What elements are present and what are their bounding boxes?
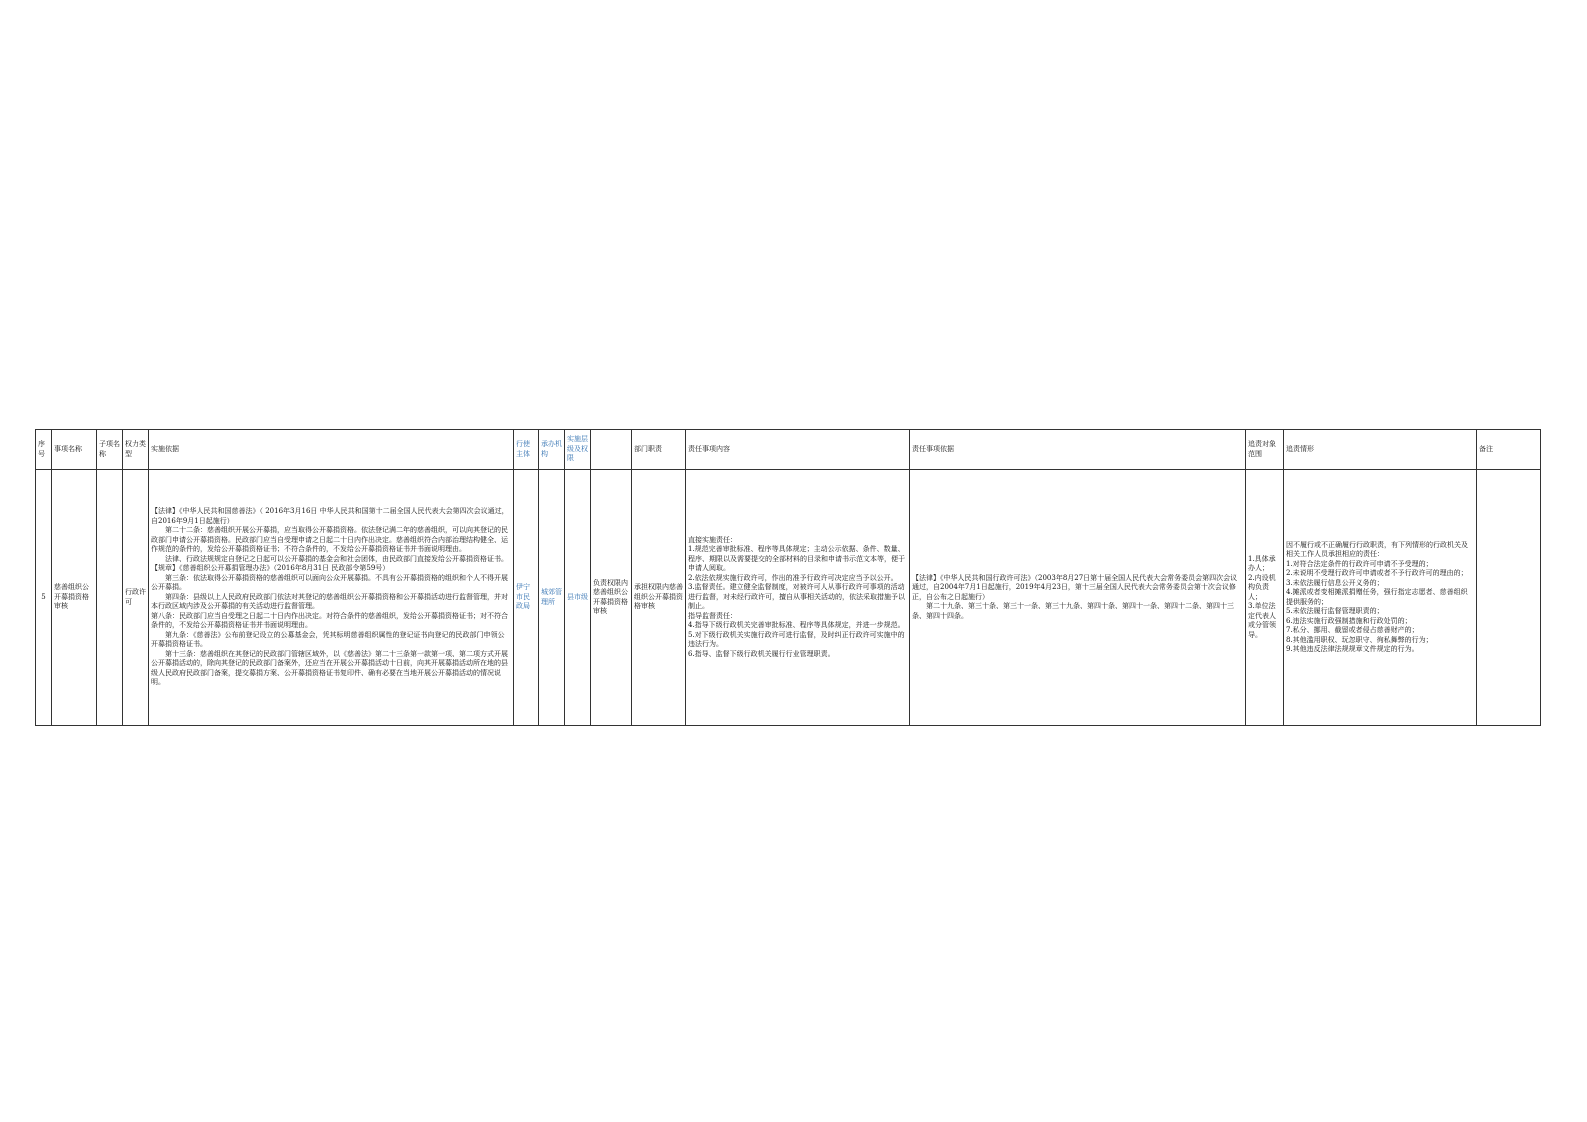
cell-basis: 【法律】《中华人民共和国慈善法》（ 2016年3月16日 中华人民共和国第十二届全国人民代表大会第四次会议通过，自2016年9月1日起施行） 第二十二条：慈善组织开展公开募捐，应当取得公开募捐资格。依法登记满二年的慈善组织，可以向其登记的民政部门申请公开募捐资格。民政部门应当自受理申请之日起二十日内作出决定。慈善组织符合内部治理结构健全、运作规范的条件的，发给公开募捐资格证书；不符合条件的，不发给公开募捐资格证书并书面说明理由。 法律、行政法规规定自登记之日起可以公开募捐的基金会和社会团体，由民政部门直接发给公开募捐资格证书。 【规章】《慈善组织公开募捐管理办法》（2016年8月31日 民政部令第59号） 第三条：依法取得公开募捐资格的慈善组织可以面向公众开展募捐。不具有公开募捐资格的组织和个人不得开展公开募捐。 第四条：县级以上人民政府民政部门依法对其登记的慈善组织公开募捐资格和公开募捐活动进行监督管理，并对本行政区域内涉及公开募捐的有关活动进行监督管理。 第八条：民政部门应当自受理之日起二十日内作出决定。对符合条件的慈善组织，发给公开募捐资格证书；对不符合条件的，不发给公开募捐资格证书并书面说明理由。 第九条：《慈善法》公布前登记设立的公募基金会，凭其标明慈善组织属性的登记证书向登记的民政部门申领公开募捐资格证书。 第十三条：慈善组织在其登记的民政部门管辖区域外，以《慈善法》第二十三条第一款第一项、第二项方式开展公开募捐活动的，除向其登记的民政部门备案外，还应当在开展公开募捐活动十日前，向其开展募捐活动所在地的县级人民政府民政部门备案，提交募捐方案、公开募捐资格证书复印件、确有必要在当地开展公开募捐活动的情况说明。 xyxy=(149,470,514,726)
header-row xyxy=(36,430,1541,470)
header-level: 实施层级及权限 xyxy=(565,430,591,470)
header-resp-content: 责任事项内容 xyxy=(686,430,910,470)
cell-dept-duty-b: 承担权限内慈善组织公开募捐资格审核 xyxy=(632,470,686,726)
cell-seq: 5 xyxy=(36,470,52,726)
cell-item-name: 慈善组织公开募捐资格审核 xyxy=(52,470,97,726)
header-seq: 序号 xyxy=(36,430,52,470)
header-blank xyxy=(591,430,632,470)
header-dept-duty: 部门职责 xyxy=(632,430,686,470)
cell-acc-cases: 因不履行或不正确履行行政职责，有下列情形的行政机关及相关工作人员承担相应的责任： 1.对符合法定条件的行政许可申请不予受理的； 2.未说明不受理行政许可申请或者不予行政许可的理由的； 3.未依法履行信息公开义务的； 4.摊派或者变相摊派捐赠任务，强行指定志愿者、慈善组织提供服务的； 5.未依法履行监督管理职责的； 6.违法实施行政强制措施和行政处罚的； 7.私分、挪用、截留或者侵占慈善财产的； 8.其他滥用职权、玩忽职守、徇私舞弊的行为； 9.其他违反法律法规规章文件规定的行为。 xyxy=(1284,470,1477,726)
cell-subject: 伊宁市民政局 xyxy=(514,470,539,726)
header-subject: 行使主体 xyxy=(514,430,539,470)
header-remark: 备注 xyxy=(1477,430,1541,470)
cell-agency: 城郊管理所 xyxy=(539,470,565,726)
header-resp-basis: 责任事项依据 xyxy=(910,430,1246,470)
cell-resp-content: 直接实施责任： 1.规范完善审批标准、程序等具体规定；主动公示依据、条件、数量、程序、期限以及需要提交的全部材料的目录和申请书示范文本等，便于申请人阅取。 2.依法依规实施行政许可，作出的准予行政许可决定应当予以公开。 3.监督责任。建立健全监督制度，对被许可人从事行政许可事项的活动进行监督，对未经行政许可，擅自从事相关活动的，依法采取措施予以制止。 指导监督责任： 4.指导下级行政机关完善审批标准、程序等具体规定，并进一步规范。 5.对下级行政机关实施行政许可进行监督，及时纠正行政许可实施中的违法行为。 6.指导、监督下级行政机关履行行业管理职责。 xyxy=(686,470,910,726)
header-basis: 实施依据 xyxy=(149,430,514,470)
header-acc-cases: 追责情形 xyxy=(1284,430,1477,470)
cell-dept-duty-a: 负责权限内慈善组织公开募捐资格审核 xyxy=(591,470,632,726)
header-sub-item: 子项名称 xyxy=(97,430,123,470)
cell-sub-item xyxy=(97,470,123,726)
header-item-name: 事项名称 xyxy=(52,430,97,470)
header-power-type: 权力类型 xyxy=(123,430,149,470)
cell-level: 县市级 xyxy=(565,470,591,726)
cell-power-type: 行政许可 xyxy=(123,470,149,726)
table-row xyxy=(36,470,1541,726)
header-acc-scope: 追责对象范围 xyxy=(1246,430,1284,470)
cell-remark xyxy=(1477,470,1541,726)
power-list-table xyxy=(35,429,1541,726)
cell-resp-basis: 【法律】《中华人民共和国行政许可法》（2003年8月27日第十届全国人民代表大会常务委员会第四次会议通过，自2004年7月1日起施行，2019年4月23日，第十三届全国人民代表大会常务委员会第十次会议修正，自公布之日起施行） 第二十九条、第三十条、第三十一条、第三十九条、第四十条、第四十一条、第四十二条、第四十三条、第四十四条。 xyxy=(910,470,1246,726)
cell-acc-scope: 1.具体承办人； 2.内设机构负责人； 3.单位法定代表人或分管领导。 xyxy=(1246,470,1284,726)
header-agency: 承办机构 xyxy=(539,430,565,470)
